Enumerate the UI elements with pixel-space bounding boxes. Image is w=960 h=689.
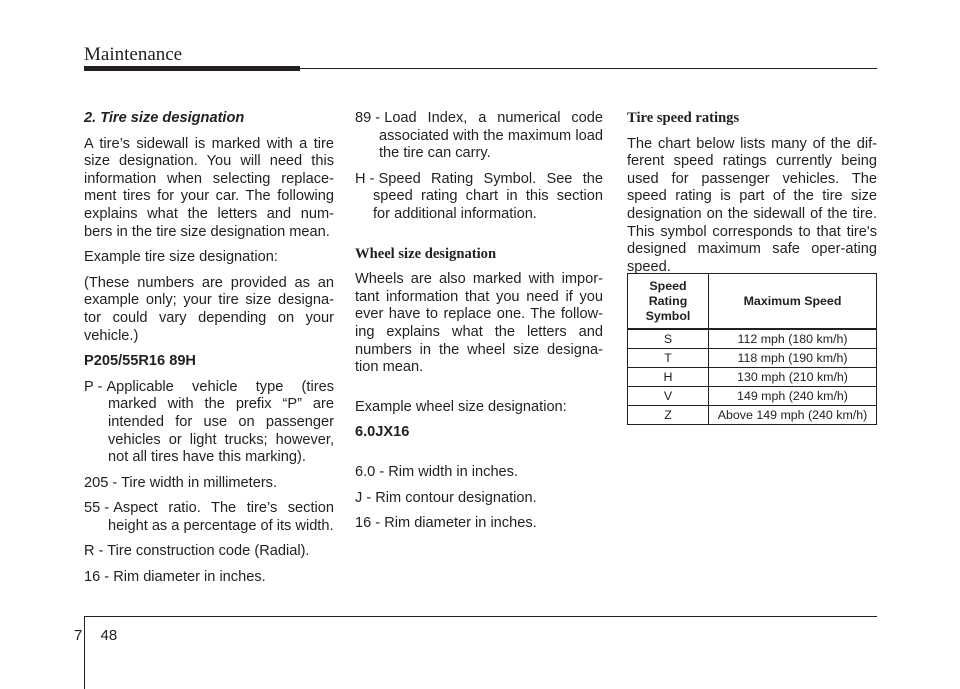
column-speed-ratings (627, 110, 877, 284)
tire-code-key: P - (84, 378, 107, 395)
table-row (628, 329, 877, 349)
tire-code-desc-rest: marked with the prefix “P” are intended for use on passenger vehicles or light trucks; however, not all tires have this marking). (108, 396, 334, 466)
table-cell-speed: 112 mph (180 km/h) (709, 329, 877, 349)
header-rule (300, 68, 877, 69)
wheel-example-label: Example wheel size designation: (355, 398, 567, 415)
speed-ratings-heading: Tire speed ratings (627, 110, 740, 126)
table-cell-speed: Above 149 mph (240 km/h) (709, 406, 877, 425)
tire-size-heading: 2. Tire size designation (84, 110, 245, 126)
tire-size-intro: A tire’s sidewall is marked with a tire size designation. You will need this information when selecting replace-ment tires for your car. The following explains what the letters and num-bers in the tire size designation mean. (84, 135, 334, 240)
column-wheel-size (355, 110, 603, 541)
table-row (628, 349, 877, 368)
table-cell-symbol: S (628, 329, 709, 349)
tire-code-desc-rest: speed rating chart in this section for additional information. (373, 188, 603, 222)
table-header-row (628, 274, 877, 330)
page-number-value: 48 (100, 627, 118, 644)
table-cell-symbol: T (628, 349, 709, 368)
tire-code-desc-first: Applicable vehicle type (tires (106, 378, 334, 395)
tire-example-code: P205/55R16 89H (84, 353, 196, 370)
footer-rule (84, 616, 877, 617)
tire-example-note: (These numbers are provided as an example only; your tire size designa-tor could vary depending on your vehicle.) (84, 274, 334, 344)
table-header-speed: Maximum Speed (709, 274, 877, 330)
wheel-size-intro: Wheels are also marked with impor-tant information that you need if you ever have to replace one. The follow-ing explains what the letters and numbers in the wheel size designa-tion mean. (355, 271, 603, 376)
table-row (628, 406, 877, 425)
table-cell-symbol: V (628, 387, 709, 406)
tire-code-item (84, 379, 334, 467)
page-header-title: Maintenance (84, 44, 183, 65)
wheel-example-code: 6.0JX16 (355, 424, 410, 441)
wheel-code-line: 6.0 - Rim width in inches. (355, 463, 519, 480)
header-thick-bar (84, 66, 300, 71)
table-cell-symbol: Z (628, 406, 709, 425)
tire-code-item: R - Tire construction code (Radial). (84, 543, 310, 560)
tire-code-desc-rest: associated with the maximum load the tire can carry. (379, 127, 603, 162)
tire-code-item (355, 171, 603, 224)
wheel-code-line: J - Rim contour designation. (355, 489, 537, 506)
speed-ratings-intro: The chart below lists many of the dif-ferent speed ratings currently being used for passenger vehicles. The speed rating is part of the tire size designation on the sidewall of the tire. This symbol corresponds to that tire's designed maximum safe oper-ating speed. (627, 135, 877, 275)
table-header-symbol: Speed Rating Symbol (628, 274, 709, 330)
table-cell-speed: 149 mph (240 km/h) (709, 387, 877, 406)
section-number: 7 (74, 627, 83, 644)
tire-code-item (84, 500, 334, 535)
table-cell-speed: 130 mph (210 km/h) (709, 368, 877, 387)
tire-example-label: Example tire size designation: (84, 249, 278, 266)
tire-code-key: H - (355, 170, 379, 187)
table-cell-speed: 118 mph (190 km/h) (709, 349, 877, 368)
page-number (74, 627, 117, 644)
tire-code-desc-first: Aspect ratio. The tire’s section (113, 500, 334, 517)
table-row (628, 368, 877, 387)
tire-code-item: 205 - Tire width in millimeters. (84, 474, 278, 491)
column-tire-size (84, 110, 334, 595)
speed-rating-table (627, 273, 877, 425)
table-cell-symbol: H (628, 368, 709, 387)
wheel-code-line: 16 - Rim diameter in inches. (355, 515, 537, 532)
tire-code-item: 16 - Rim diameter in inches. (84, 569, 266, 586)
tire-code-desc-rest: height as a percentage of its width. (108, 517, 334, 534)
tire-code-key: 55 - (84, 500, 114, 517)
tire-code-item (355, 110, 603, 163)
tire-code-desc-first: Load Index, a numerical code (384, 110, 603, 126)
table-row (628, 387, 877, 406)
wheel-size-heading: Wheel size designation (355, 245, 497, 262)
tire-code-key: 89 - (355, 110, 385, 126)
tire-code-desc-first: Speed Rating Symbol. See the (378, 170, 603, 187)
